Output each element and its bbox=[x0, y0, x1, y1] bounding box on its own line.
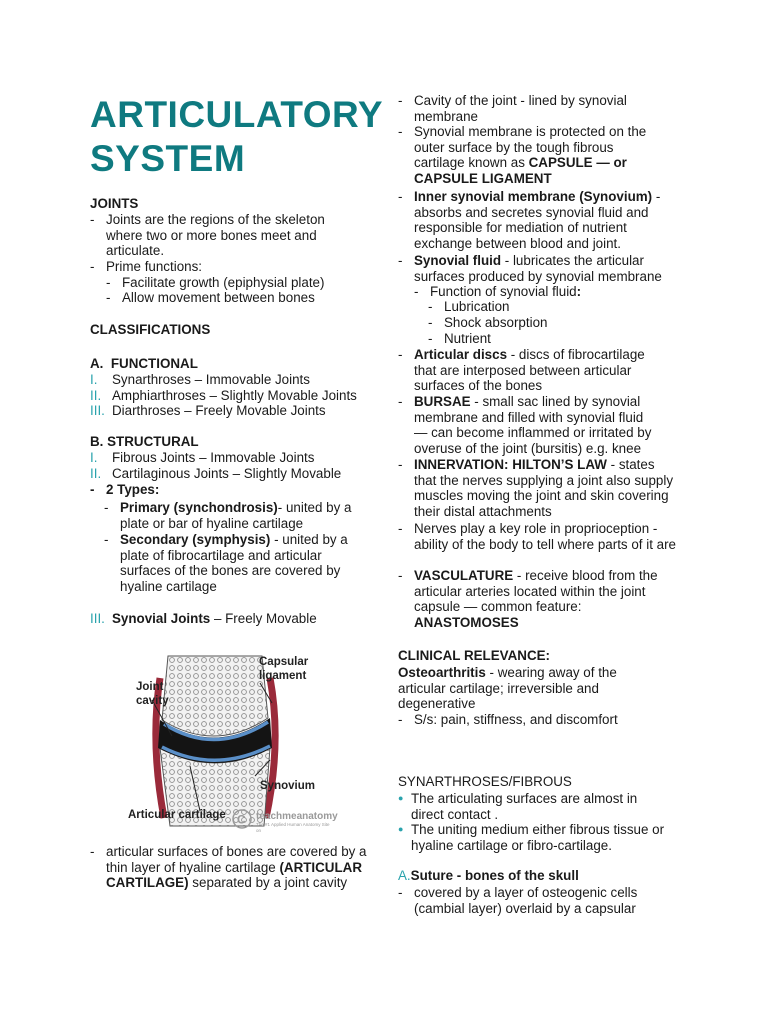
page-title bbox=[90, 93, 383, 181]
list-item: - Synovial fluid - lubricates the articular surfaces produced by synovial membrane bbox=[398, 253, 662, 284]
capsular-ligament-label: Capsular ligament bbox=[259, 656, 309, 682]
upper-bone bbox=[162, 656, 268, 736]
classifications-heading: CLASSIFICATIONS bbox=[90, 322, 211, 337]
list-item: III. Diarthroses – Freely Movable Joints bbox=[90, 403, 326, 418]
synovial-joint-figure bbox=[120, 648, 338, 838]
bullet-icon: ● bbox=[398, 824, 404, 834]
structural-heading: B. STRUCTURAL bbox=[90, 434, 199, 449]
joint-cavity-label: Joint cavity bbox=[136, 681, 169, 707]
synarthroses-heading: SYNARTHROSES/FIBROUS bbox=[398, 774, 572, 789]
suture-heading: A.Suture - bones of the skull bbox=[398, 868, 579, 883]
list-item: - Joints are the regions of the skeleton where two or more bones meet and articulate. bbox=[90, 212, 325, 259]
list-item: - Nutrient bbox=[428, 331, 491, 346]
list-item: II. Cartilaginous Joints – Slightly Movable bbox=[90, 466, 342, 481]
list-item: III. Synovial Joints – Freely Movable bbox=[90, 611, 317, 626]
list-item: - Synovial membrane is protected on the outer surface by the tough fibrous cartilage known as CAPSULE — or CAPSULE LIGAMENT bbox=[398, 124, 647, 187]
list-item: - Primary (synchondrosis)- united by a plate or bar of hyaline cartilage bbox=[104, 500, 352, 531]
list-item: - Facilitate growth (epiphysial plate) bbox=[106, 275, 325, 290]
synovium-label: Synovium bbox=[260, 780, 315, 792]
list-item: - Articular discs - discs of fibrocartilage that are interposed between articular surfaces of the bones bbox=[398, 347, 645, 394]
watermark: teachmeanatomy bbox=[256, 811, 338, 822]
svg-text:C: C bbox=[237, 812, 246, 827]
functional-heading: A. FUNCTIONAL bbox=[90, 356, 198, 371]
list-item: II. Amphiarthroses – Slightly Movable Joints bbox=[90, 388, 357, 403]
clinical-heading: CLINICAL RELEVANCE: bbox=[398, 648, 551, 663]
title-line-1: ARTICULATORY bbox=[90, 94, 384, 135]
title-line-2: SYSTEM bbox=[90, 138, 246, 179]
list-item: - Inner synovial membrane (Synovium) - absorbs and secretes synovial fluid and responsible for mediation of nutrient exchange between blood and joint. bbox=[398, 189, 661, 252]
list-item: - VASCULATURE - receive blood from the articular arteries located within the joint capsule — common feature: ANASTOMOSES bbox=[398, 568, 658, 631]
joints-heading: JOINTS bbox=[90, 196, 139, 211]
list-item: - Shock absorption bbox=[428, 315, 548, 330]
list-item: I. Fibrous Joints – Immovable Joints bbox=[90, 450, 315, 465]
list-item: - INNERVATION: HILTON’S LAW - states that the nerves supplying a joint also supply muscles moving the joint and skin covering their distal attachments bbox=[398, 457, 674, 520]
list-item: ● The uniting medium either fibrous tissue or hyaline cartilage or fibro-cartilage. bbox=[398, 822, 665, 853]
bullet-icon: ● bbox=[398, 793, 404, 803]
list-item: - S/s: pain, stiffness, and discomfort bbox=[398, 712, 618, 727]
list-item: - Allow movement between bones bbox=[106, 290, 315, 305]
articular-cartilage-label: Articular cartilage bbox=[128, 809, 226, 821]
list-item: - Function of synovial fluid: bbox=[414, 284, 582, 299]
list-item: - Nerves play a key role in proprioception - ability of the body to tell where parts of it are bbox=[398, 521, 677, 552]
list-item: - 2 Types: bbox=[90, 482, 160, 497]
list-item: - articular surfaces of bones are covered by a thin layer of hyaline cartilage (ARTICULAR CARTILAGE) separated by a joint cavity bbox=[90, 844, 367, 891]
list-item: - covered by a layer of osteogenic cells (cambial layer) overlaid by a capsular bbox=[398, 885, 638, 916]
watermark-sub: The #1 Applied Human Anatomy Site on bbox=[256, 822, 330, 833]
list-item: I. Synarthroses – Immovable Joints bbox=[90, 372, 310, 387]
list-item: - Cavity of the joint - lined by synovial membrane bbox=[398, 93, 627, 124]
list-item: ● The articulating surfaces are almost in direct contact . bbox=[398, 791, 638, 822]
list-item: - Prime functions: bbox=[90, 259, 203, 274]
list-item: - Secondary (symphysis) - united by a plate of fibrocartilage and articular surfaces of the bones are covered by hyaline cartilage bbox=[104, 532, 348, 595]
osteoarthritis-text: Osteoarthritis - wearing away of the articular cartilage; irreversible and degenerative bbox=[398, 665, 617, 712]
list-item: - Lubrication bbox=[428, 299, 510, 314]
list-item: - BURSAE - small sac lined by synovial membrane and filled with synovial fluid — can become inflammed or irritated by overuse of the joint (bursitis) e.g. knee bbox=[398, 394, 652, 457]
